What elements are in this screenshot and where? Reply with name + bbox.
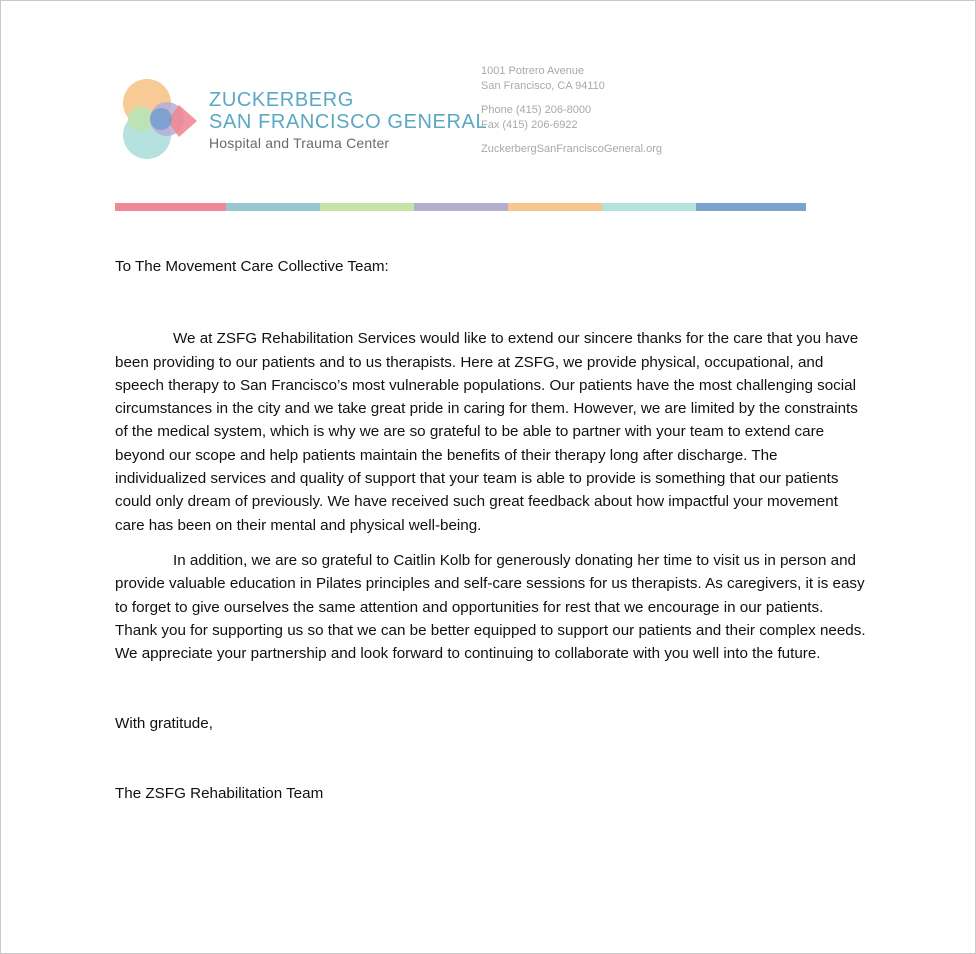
letterhead-color-bar	[115, 203, 806, 211]
hospital-name-line2: SAN FRANCISCO GENERAL	[209, 111, 488, 133]
address-line1: 1001 Potrero Avenue	[481, 65, 585, 77]
signature: The ZSFG Rehabilitation Team	[115, 784, 324, 802]
letter-body	[115, 255, 867, 805]
closing: With gratitude,	[115, 715, 213, 733]
color-bar-segment	[226, 203, 320, 211]
body-paragraph-1: We at ZSFG Rehabilitation Services would like to extend our sincere thanks for the care that you have been providing to our patients and to us therapists. Here at ZSFG, we provide physical, occupational, and speech therapy to San Francisco’s most vulnerable populations. Our patients have the most challenging social circumstances in the city and we take great pride in caring for them. However, we are limited by the constraints of the medical system, which is why we are so grateful to be able to partner with your team to extend care beyond our scope and help patients maintain the benefits of their therapy long after discharge. The individualized services and quality of support that your team is able to provide is something that our patients could only dream of previously. We have received such great feedback about how impactful your movement care has been on their mental and physical well-being.	[115, 330, 859, 534]
address-line2: San Francisco, CA 94110	[481, 80, 605, 92]
hospital-name-line1: ZUCKERBERG	[209, 89, 354, 111]
phone-number: Phone (415) 206-8000	[481, 104, 592, 116]
salutation: To The Movement Care Collective Team:	[115, 258, 389, 275]
color-bar-segment	[414, 203, 508, 211]
zsfg-heart-logo	[119, 75, 201, 161]
website-link[interactable]: ZuckerbergSanFranciscoGeneral.org	[481, 143, 662, 155]
body-paragraph-2: In addition, we are so grateful to Caitlin Kolb for generously donating her time to visit us in person and provide valuable education in Pilates principles and self-care sessions for us therapists. As caregivers, it is easy to forget to give ourselves the same attention and opportunities for rest that we encourage in our patients. Thank you for supporting us so that we can be better equipped to support our patients and their complex needs. We appreciate your partnership and look forward to continuing to collaborate with you well into the future.	[115, 551, 866, 663]
hospital-name	[209, 89, 487, 152]
fax-number: Fax (415) 206-6922	[481, 119, 578, 131]
logo-blue-circle	[150, 108, 172, 130]
color-bar-segment	[508, 203, 602, 211]
color-bar-segment	[115, 203, 226, 211]
color-bar-segment	[320, 203, 414, 211]
color-bar-segment	[602, 203, 696, 211]
hospital-subtitle: Hospital and Trauma Center	[209, 135, 390, 151]
color-bar-segment	[696, 203, 806, 211]
contact-block	[481, 64, 662, 157]
